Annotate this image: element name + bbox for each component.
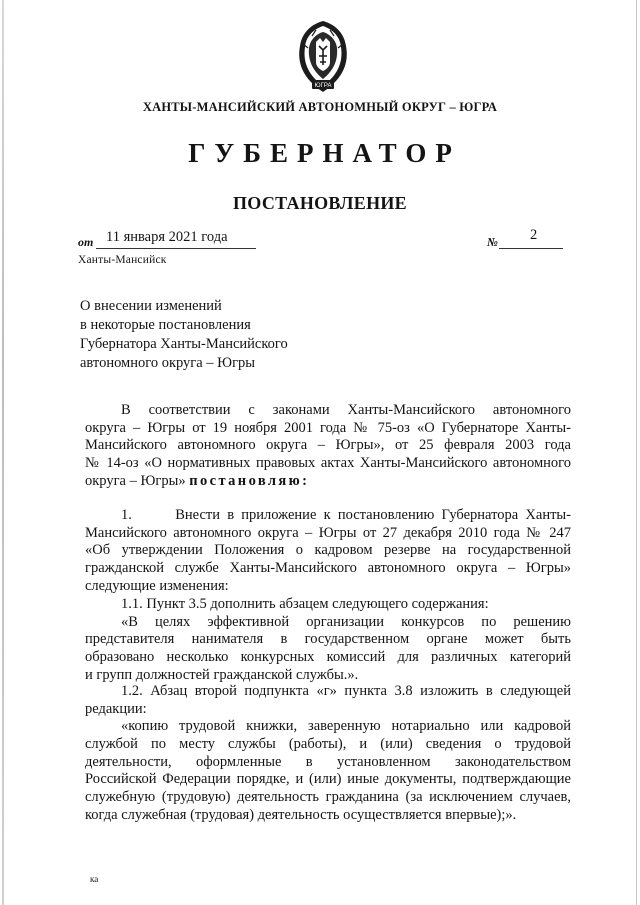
text-line: 1.1. Пункт 3.5 дополнить абзацем следующего содержания:: [121, 596, 489, 612]
document-number: 2: [530, 227, 538, 243]
item-1-paragraph: [85, 507, 571, 595]
subject-line: Губернатора Ханты-Мансийского: [80, 336, 288, 352]
scan-edge-right: [636, 0, 637, 905]
text-line: Мансийского автономного округа – Югры», от 25 февраля 2003 года: [85, 437, 571, 454]
text-line: деятельности, оформленные в установленном законодательством: [85, 753, 571, 770]
number-prefix: №: [487, 235, 498, 249]
scan-edge-left: [2, 0, 4, 905]
text-line: когда служебная (трудовая) деятельность осуществляется впервые);».: [85, 806, 517, 823]
text-line: округа – Югры от 19 ноября 2001 года № 75-оз «О Губернаторе Ханты-: [85, 419, 571, 436]
emblem-banner: ЮГРА: [314, 83, 332, 89]
text-line: следующие изменения:: [85, 577, 229, 594]
item-1-1-paragraph: [85, 596, 571, 684]
issue-city: Ханты-Мансийск: [78, 254, 167, 266]
text-line: службой по месту службы (работы), и (или) сведения о трудовой: [85, 736, 571, 753]
text-line-start: округа – Югры»: [85, 472, 186, 489]
text-line: представителя нанимателя в государственном органе может быть: [85, 631, 571, 648]
text-line: 1. Внести в приложение к постановлению Губернатора Ханты-: [121, 507, 571, 523]
document-type: ПОСТАНОВЛЕНИЕ: [233, 193, 407, 213]
document-date: 11 января 2021 года: [106, 229, 228, 245]
text-line: Российской Федерации порядке, и (или) иные документы, подтверждающие: [85, 771, 571, 788]
coat-of-arms-emblem: [294, 18, 352, 98]
item-1-2-paragraph: [85, 683, 571, 825]
subject-line: автономного округа – Югры: [80, 355, 256, 371]
text-line: гражданской службе Ханты-Мансийского автономного округа – Югры»: [85, 560, 571, 577]
text-line: [85, 473, 571, 491]
text-line: Мансийского автономного округа – Югры от 27 декабря 2010 года № 247: [85, 524, 571, 541]
text-line: В соответствии с законами Ханты-Мансийского автономного: [121, 402, 571, 418]
resolution-keyword: постановляю:: [189, 472, 310, 489]
text-line: «Об утверждении Положения о кадровом резерве на государственной: [85, 542, 571, 559]
text-line: служебную (трудовую) деятельность гражданина (за исключением случаев,: [85, 789, 571, 806]
text-line: 1.2. Абзац второй подпункта «г» пункта 3.8 изложить в следующей: [121, 683, 571, 699]
region-title: ХАНТЫ-МАНСИЙСКИЙ АВТОНОМНЫЙ ОКРУГ – ЮГРА: [142, 100, 498, 114]
preamble-paragraph: [85, 402, 571, 490]
text-line: образовано несколько конкурсных комиссий для различных категорий: [85, 649, 571, 666]
number-underline: [499, 248, 563, 249]
subject-line: О внесении изменений: [80, 298, 222, 314]
date-underline: [96, 248, 256, 249]
date-prefix: от: [78, 235, 94, 249]
subject-line: в некоторые постановления: [80, 317, 251, 333]
authority-title: ГУБЕРНАТОР: [188, 138, 461, 168]
footer-mark: ка: [90, 874, 99, 884]
text-line: редакции:: [85, 700, 147, 717]
text-line: и групп должностей гражданской службы.».: [85, 666, 359, 683]
text-line: «В целях эффективной организации конкурсов по решению: [121, 613, 571, 630]
text-line: № 14-оз «О нормативных правовых актах Ханты-Мансийского автономного: [85, 455, 571, 472]
document-subject: [80, 297, 380, 373]
text-line: «копию трудовой книжки, заверенную нотариально или кадровой: [121, 718, 571, 735]
